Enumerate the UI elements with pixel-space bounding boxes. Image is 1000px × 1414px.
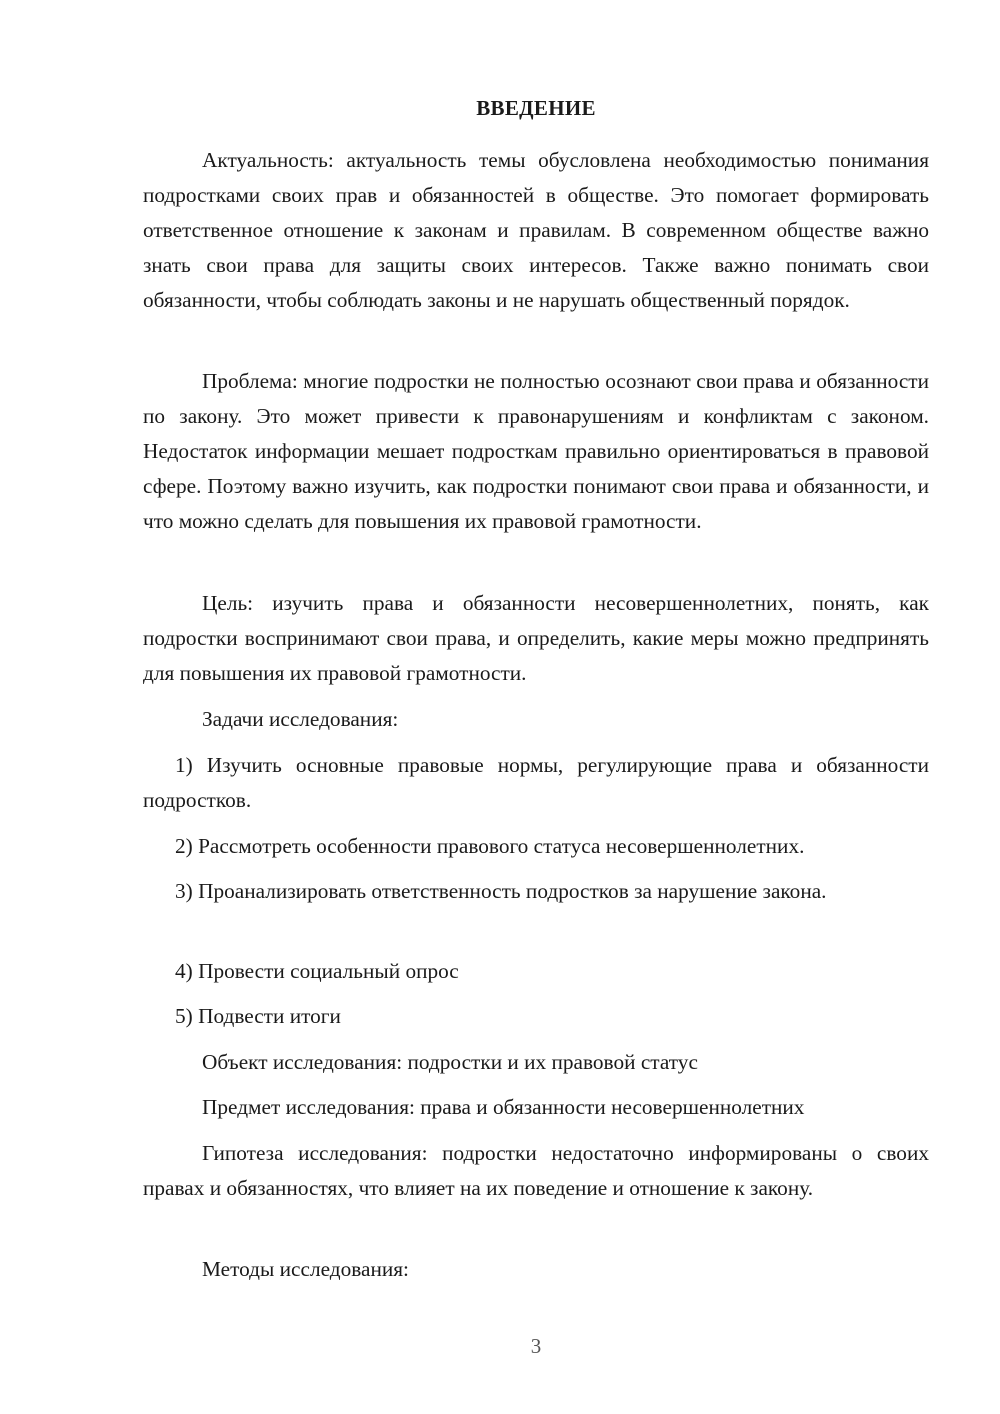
task-item-4: 4) Провести социальный опрос: [175, 959, 459, 983]
paragraph-goal: Цель: изучить права и обязанности несовершеннолетних, понять, как подростки воспринимают свои права, и определить, какие меры можно предпринять для повышения их правовой грамотности.: [143, 591, 929, 685]
paragraph-object: Объект исследования: подростки и их правовой статус: [202, 1050, 698, 1074]
page-number: 3: [530, 1334, 542, 1358]
page-title: ВВЕДЕНИЕ: [476, 96, 596, 120]
paragraph-problem: Проблема: многие подростки не полностью осознают свои права и обязанности по закону. Это может привести к правонарушениям и конфликтам с законом. Недостаток информации мешает подросткам правильно ориентироваться в правовой сфере. Поэтому важно изучить, как подростки понимают свои права и обязанности, и что можно сделать для повышения их правовой грамотности.: [143, 369, 929, 533]
paragraph-subject: Предмет исследования: права и обязанности несовершеннолетних: [202, 1095, 805, 1119]
task-item-5: 5) Подвести итоги: [175, 1004, 341, 1028]
tasks-heading: Задачи исследования:: [202, 707, 399, 731]
task-item-1: 1) Изучить основные правовые нормы, регулирующие права и обязанности подростков.: [143, 753, 929, 812]
task-item-3: 3) Проанализировать ответственность подростков за нарушение закона.: [175, 879, 827, 903]
paragraph-hypothesis: Гипотеза исследования: подростки недостаточно информированы о своих правах и обязанностях, что влияет на их поведение и отношение к закону.: [143, 1141, 929, 1200]
methods-heading: Методы исследования:: [202, 1257, 409, 1281]
document-page: [143, 0, 929, 1414]
task-item-2: 2) Рассмотреть особенности правового статуса несовершеннолетних.: [175, 834, 805, 858]
paragraph-relevance: Актуальность: актуальность темы обусловлена необходимостью понимания подростками своих прав и обязанностей в обществе. Это помогает формировать ответственное отношение к законам и правилам. В современном обществе важно знать свои права для защиты своих интересов. Также важно понимать свои обязанности, чтобы соблюдать законы и не нарушать общественный порядок.: [143, 148, 929, 312]
